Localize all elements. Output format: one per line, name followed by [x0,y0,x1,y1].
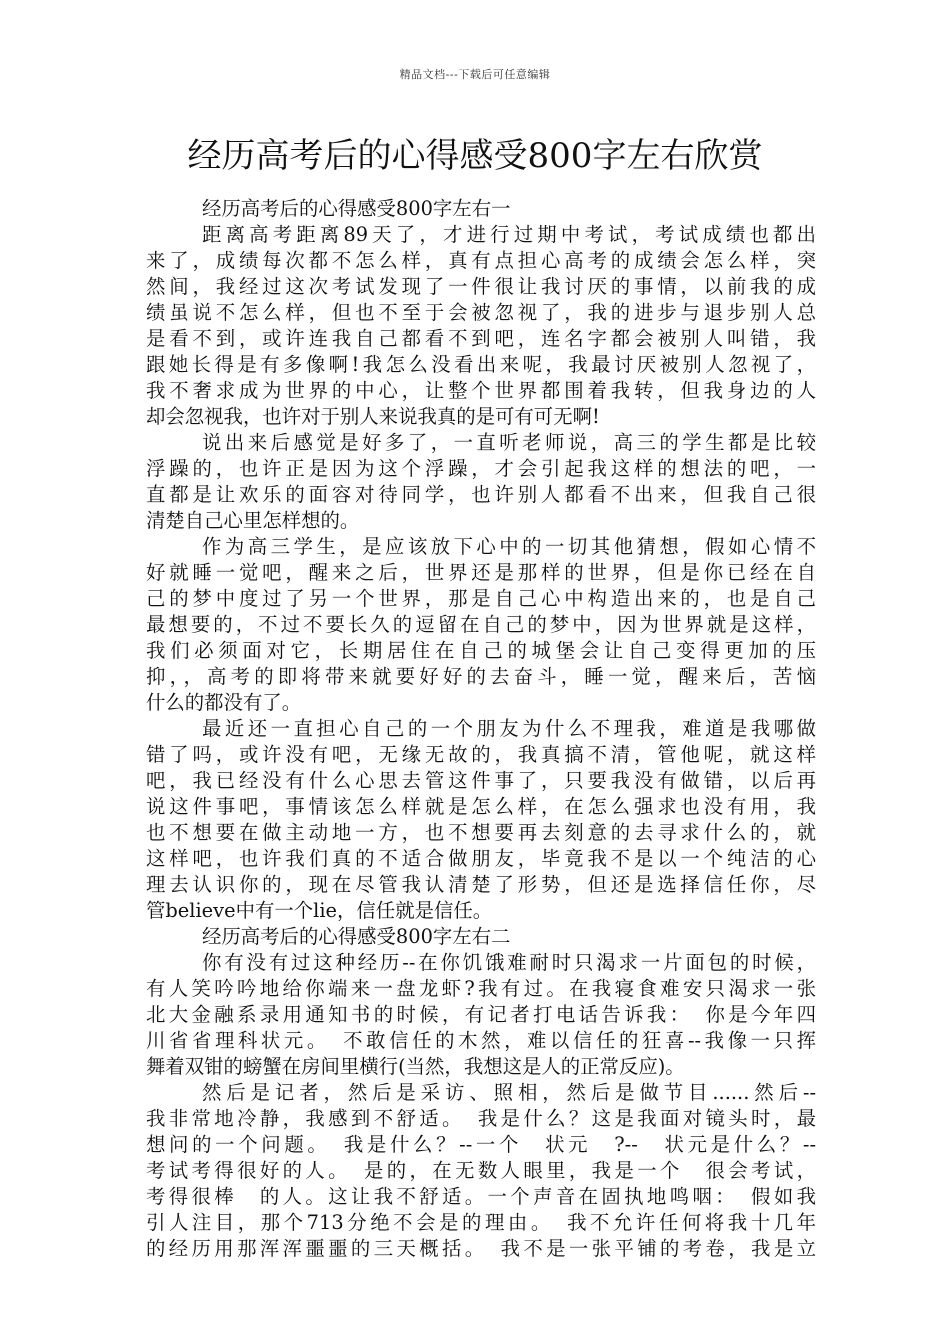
text-line: 你有没有过这种经历--在你饥饿难耐时只渴求一片面包的时候， [202,951,816,974]
text-line: 我非常地冷静，我感到不舒适。 我是什么？这是我面对镜头时，最 [146,1107,816,1130]
text-line: 最想要的，不过不要长久的逗留在自己的梦中，因为世界就是这样， [146,613,816,636]
text-line: 经历高考后的心得感受800字左右二 [202,925,511,948]
text-line: 好就睡一觉吧，醒来之后，世界还是那样的世界，但是你已经在自 [146,561,816,584]
text-line: 北大金融系录用通知书的时候，有记者打电话告诉我： 你是今年四 [146,1003,816,1026]
text-line: 引人注目，那个713分绝不会是的理由。 我不允许任何将我十几年 [146,1211,816,1234]
text-line: 吧，我已经没有什么心思去管这件事了，只要我没有做错，以后再 [146,769,816,792]
text-line: 己的梦中度过了另一个世界，那是自己心中构造出来的，也是自己 [146,587,816,610]
text-line: 理去认识你的，现在尽管我认清楚了形势，但还是选择信任你，尽 [146,873,816,896]
text-line: 抑，，高考的即将带来就要好好的去奋斗，睡一觉，醒来后，苦恼 [146,665,816,688]
header-note: 精品文档---下载后可任意编辑 [399,68,551,81]
text-line: 经历高考后的心得感受800字左右一 [202,197,511,220]
text-line: 错了吗，或许没有吧，无缘无故的，我真搞不清，管他呢，就这样 [146,743,816,766]
document-title: 经历高考后的心得感受800字左右欣赏 [187,136,763,176]
text-line: 管believe中有一个lie，信任就是信任。 [146,899,493,922]
text-line: 清楚自己心里怎样想的。 [146,509,360,532]
text-line: 我不奢求成为世界的中心，让整个世界都围着我转，但我身边的人 [146,379,816,402]
text-line: 直都是让欢乐的面容对待同学，也许别人都看不出来，但我自己很 [146,483,816,506]
document-body [146,196,816,1262]
text-line: 跟她长得是有多像啊!我怎么没看出来呢，我最讨厌被别人忽视了， [146,353,816,376]
text-line: 浮躁的，也许正是因为这个浮躁，才会引起我这样的想法的吧，一 [146,457,816,480]
text-line: 也不想要在做主动地一方，也不想要再去刻意的去寻求什么的，就 [146,821,816,844]
text-line: 川省省理科状元。 不敢信任的木然，难以信任的狂喜--我像一只挥 [146,1029,816,1052]
text-line: 考得很棒 的人。这让我不舒适。一个声音在固执地鸣咽： 假如我 [146,1185,816,1208]
text-line: 最近还一直担心自己的一个朋友为什么不理我，难道是我哪做 [202,717,816,740]
text-line: 的经历用那浑浑噩噩的三天概括。 我不是一张平铺的考卷，我是立 [146,1237,816,1260]
text-line: 来了，成绩每次都不怎么样，真有点担心高考的成绩会怎么样，突 [146,249,816,272]
text-line: 有人笑吟吟地给你端来一盘龙虾?我有过。在我寝食难安只渴求一张 [146,977,816,1000]
text-line: 是看不到，或许连我自己都看不到吧，连名字都会被别人叫错，我 [146,327,816,350]
text-line: 这样吧，也许我们真的不适合做朋友，毕竟我不是以一个纯洁的心 [146,847,816,870]
text-line: 考试考得很好的人。 是的，在无数人眼里，我是一个 很会考试， [146,1159,816,1182]
text-line: 什么的都没有了。 [146,691,302,714]
text-line: 舞着双钳的螃蟹在房间里横行(当然，我想这是人的正常反应)。 [146,1055,685,1078]
text-line: 绩虽说不怎么样，但也不至于会被忽视了，我的进步与退步别人总 [146,301,816,324]
text-line: 距离高考距离89天了，才进行过期中考试，考试成绩也都出 [202,223,816,246]
text-line: 却会忽视我，也许对于别人来说我真的是可有可无啊! [146,405,600,428]
text-line: 然间，我经过这次考试发现了一件很让我讨厌的事情，以前我的成 [146,275,816,298]
text-line: 想问的一个问题。 我是什么？--一个 状元 ?-- 状元是什么？-- [146,1133,816,1156]
text-line: 说出来后感觉是好多了，一直听老师说，高三的学生都是比较 [202,431,816,454]
text-line: 说这件事吧，事情该怎么样就是怎么样，在怎么强求也没有用，我 [146,795,816,818]
text-line: 作为高三学生，是应该放下心中的一切其他猜想，假如心情不 [202,535,816,558]
text-line: 我们必须面对它，长期居住在自己的城堡会让自己变得更加的压 [146,639,816,662]
text-line: 然后是记者，然后是采访、照相，然后是做节目......然后-- [202,1081,816,1104]
